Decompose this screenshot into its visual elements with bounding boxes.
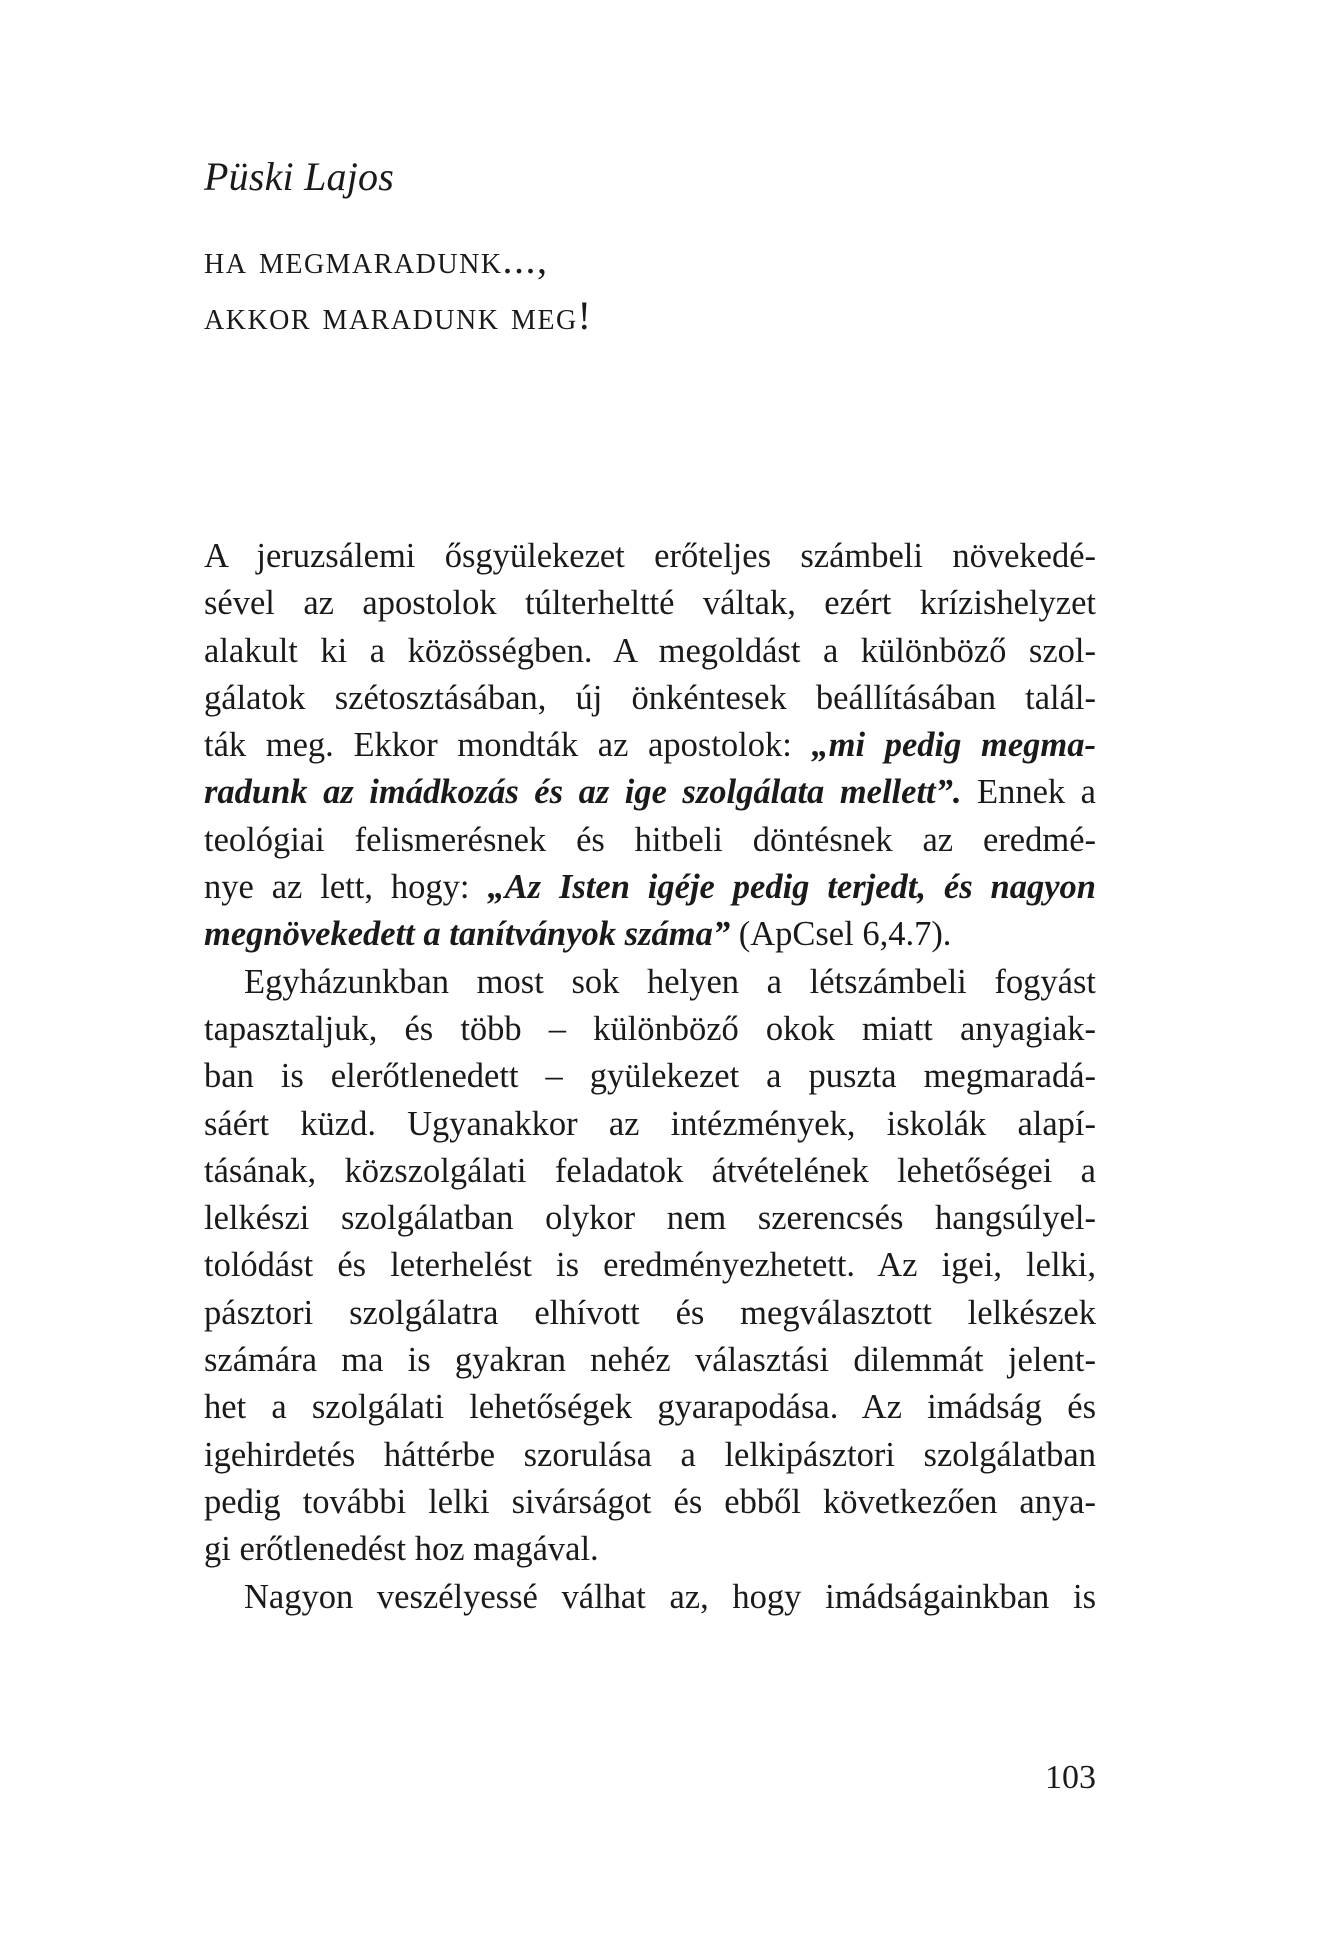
quote-italic: radunk az imádkozás és az ige szolgálata mellett”. bbox=[204, 773, 962, 812]
text-line: igehirdetés háttérbe szorulása a lelkipásztori szolgálatban bbox=[204, 1435, 1096, 1474]
quote-italic: „mi pedig megma- bbox=[811, 726, 1096, 765]
text-line: sével az apostolok túlterheltté váltak, ezért krízishelyzet bbox=[204, 584, 1096, 623]
text-line: gálatok szétosztásában, új önkéntesek beállításában talál- bbox=[204, 678, 1096, 717]
paragraph-2 bbox=[204, 959, 1096, 1574]
author-name: Püski Lajos bbox=[204, 154, 394, 199]
chapter-title bbox=[204, 232, 1104, 344]
text-line bbox=[204, 722, 1096, 769]
paragraph-1 bbox=[204, 533, 1096, 959]
text-line: ban is elerőtlenedett – gyülekezet a puszta megmaradá- bbox=[204, 1057, 1096, 1096]
text-line bbox=[204, 769, 1096, 816]
text-line: gi erőtlenedést hoz magával. bbox=[204, 1530, 599, 1569]
text-line: Egyházunkban most sok helyen a létszámbeli fogyást bbox=[244, 962, 1096, 1001]
text-line: het a szolgálati lehetőségek gyarapodása. Az imádság és bbox=[204, 1388, 1096, 1427]
body-text bbox=[204, 533, 1096, 1621]
text-run: ták meg. Ekkor mondták az apostolok: bbox=[204, 726, 812, 765]
text-line: pásztori szolgálatra elhívott és megválasztott lelkészek bbox=[204, 1293, 1096, 1332]
text-line: teológiai felismerésnek és hitbeli döntésnek az eredmé- bbox=[204, 820, 1096, 859]
quote-italic: „Az Isten igéje pedig terjedt, és nagyon bbox=[487, 868, 1096, 907]
text-line: lelkészi szolgálatban olykor nem szerencsés hangsúlyel- bbox=[204, 1199, 1096, 1238]
text-line: tolódást és leterhelést is eredményezhetett. Az igei, lelki, bbox=[204, 1246, 1096, 1285]
paragraph-3 bbox=[204, 1574, 1096, 1621]
text-line: Nagyon veszélyessé válhat az, hogy imádságainkban is bbox=[244, 1577, 1096, 1616]
text-line: számára ma is gyakran nehéz választási dilemmát jelent- bbox=[204, 1341, 1096, 1380]
text-line bbox=[204, 864, 1096, 911]
text-run: nye az lett, hogy: bbox=[204, 868, 488, 907]
text-run: (ApCsel 6,4.7). bbox=[730, 915, 952, 954]
text-line: pedig további lelki sivárságot és ebből következően anya- bbox=[204, 1482, 1096, 1521]
chapter-title-line-2: akkor maradunk meg! bbox=[204, 293, 593, 338]
page-number: 103 bbox=[1045, 1759, 1096, 1796]
text-run: Ennek a bbox=[961, 773, 1096, 812]
text-line bbox=[204, 911, 1096, 958]
text-line: tapasztaljuk, és több – különböző okok miatt anyagiak- bbox=[204, 1009, 1096, 1048]
text-line: A jeruzsálemi ősgyülekezet erőteljes számbeli növekedé- bbox=[204, 537, 1096, 575]
chapter-title-line-1: ha megmaradunk..., bbox=[204, 237, 549, 282]
text-line: alakult ki a közösségben. A megoldást a különböző szol- bbox=[204, 631, 1096, 670]
text-line: tásának, közszolgálati feladatok átvételének lehetőségei a bbox=[204, 1151, 1096, 1190]
text-line: sáért küzd. Ugyanakkor az intézmények, iskolák alapí- bbox=[204, 1104, 1096, 1143]
quote-italic: megnövekedett a tanítványok száma” bbox=[204, 915, 731, 954]
